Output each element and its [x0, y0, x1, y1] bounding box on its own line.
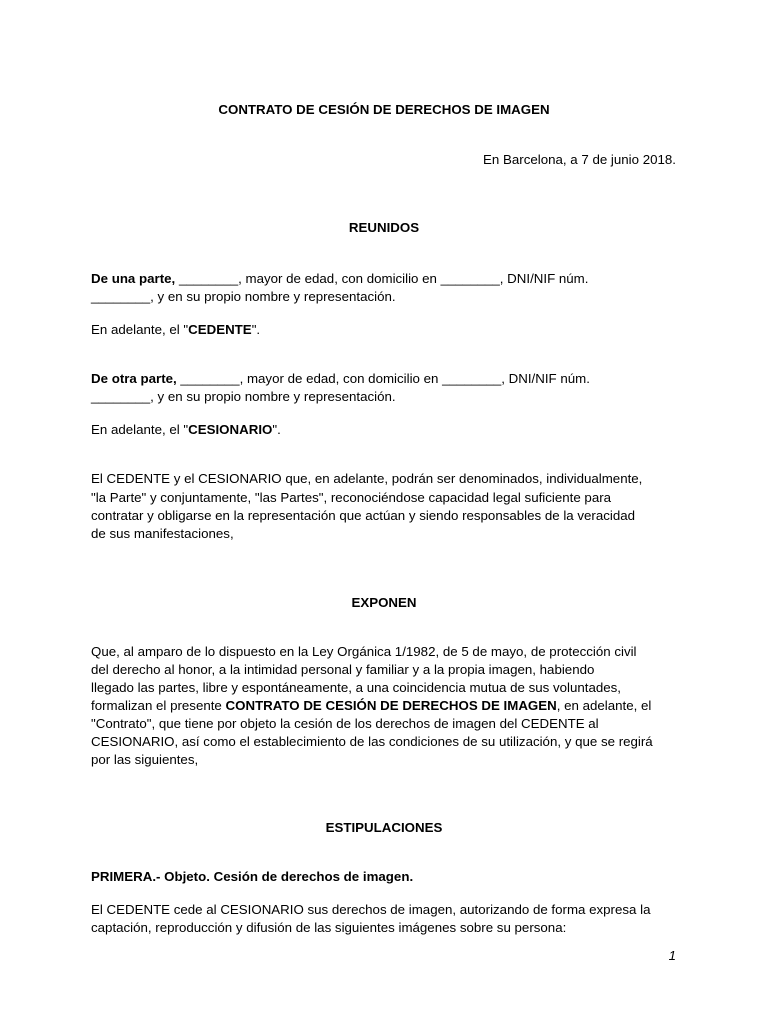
party2-line1-text: ________, mayor de edad, con domicilio en ________, DNI/NIF núm.	[176, 371, 590, 386]
party2-line2: ________, y en su propio nombre y representación.	[91, 389, 396, 404]
exponen-line-4	[91, 697, 651, 715]
primera-line-2: captación, reproducción y difusión de las siguientes imágenes sobre su persona:	[91, 920, 567, 935]
cesionario-suffix: ".	[272, 422, 281, 437]
exponen-line-4-post: , en adelante, el	[556, 698, 652, 713]
party2-label: De otra parte,	[91, 371, 177, 386]
exponen-heading: EXPONEN	[351, 595, 417, 610]
reunidos-paragraph-line-1: El CEDENTE y el CESIONARIO que, en adelante, podrán ser denominados, individualmente,	[91, 471, 643, 486]
exponen-line-7: por las siguientes,	[91, 752, 199, 767]
cesionario-name: CESIONARIO	[188, 422, 273, 437]
party1-line1-text: ________, mayor de edad, con domicilio en ________, DNI/NIF núm.	[175, 271, 589, 286]
cedente-prefix: En adelante, el "	[91, 322, 189, 337]
cesionario-line	[91, 421, 281, 439]
document-title: CONTRATO DE CESIÓN DE DERECHOS DE IMAGEN	[218, 102, 550, 117]
page-number: 1	[668, 948, 676, 963]
cedente-suffix: ".	[251, 322, 261, 337]
party1-line2: ________, y en su propio nombre y representación.	[91, 289, 396, 304]
reunidos-paragraph-line-4: de sus manifestaciones,	[91, 526, 234, 541]
cedente-line	[91, 321, 260, 339]
exponen-line-4-pre: formalizan el presente	[91, 698, 226, 713]
primera-heading: PRIMERA.- Objeto. Cesión de derechos de imagen.	[91, 869, 414, 884]
cesionario-prefix: En adelante, el "	[91, 422, 189, 437]
cedente-name: CEDENTE	[188, 322, 252, 337]
exponen-line-6: CESIONARIO, así como el establecimiento de las condiciones de su utilización, y que se regirá	[91, 734, 653, 749]
contract-name-bold: CONTRATO DE CESIÓN DE DERECHOS DE IMAGEN	[225, 698, 557, 713]
party2-line1	[91, 370, 590, 388]
reunidos-heading: REUNIDOS	[348, 220, 420, 235]
estipulaciones-heading: ESTIPULACIONES	[325, 820, 443, 835]
exponen-line-3: llegado las partes, libre y espontáneamente, a una coincidencia mutua de sus voluntades,	[91, 680, 621, 695]
exponen-line-5: "Contrato", que tiene por objeto la cesión de los derechos de imagen del CEDENTE al	[91, 716, 599, 731]
exponen-line-1: Que, al amparo de lo dispuesto en la Ley Orgánica 1/1982, de 5 de mayo, de protección civil	[91, 644, 637, 659]
reunidos-paragraph-line-2: "la Parte" y conjuntamente, "las Partes", reconociéndose capacidad legal suficiente para	[91, 490, 612, 505]
exponen-line-2: del derecho al honor, a la intimidad personal y familiar y a la propia imagen, habiendo	[91, 662, 595, 677]
party1-label: De una parte,	[91, 271, 176, 286]
party1-line1	[91, 270, 588, 288]
primera-line-1: El CEDENTE cede al CESIONARIO sus derechos de imagen, autorizando de forma expresa la	[91, 902, 651, 917]
date-line: En Barcelona, a 7 de junio 2018.	[483, 152, 676, 167]
reunidos-paragraph-line-3: contratar y obligarse en la representación que actúan y siendo responsables de la veracidad	[91, 508, 636, 523]
